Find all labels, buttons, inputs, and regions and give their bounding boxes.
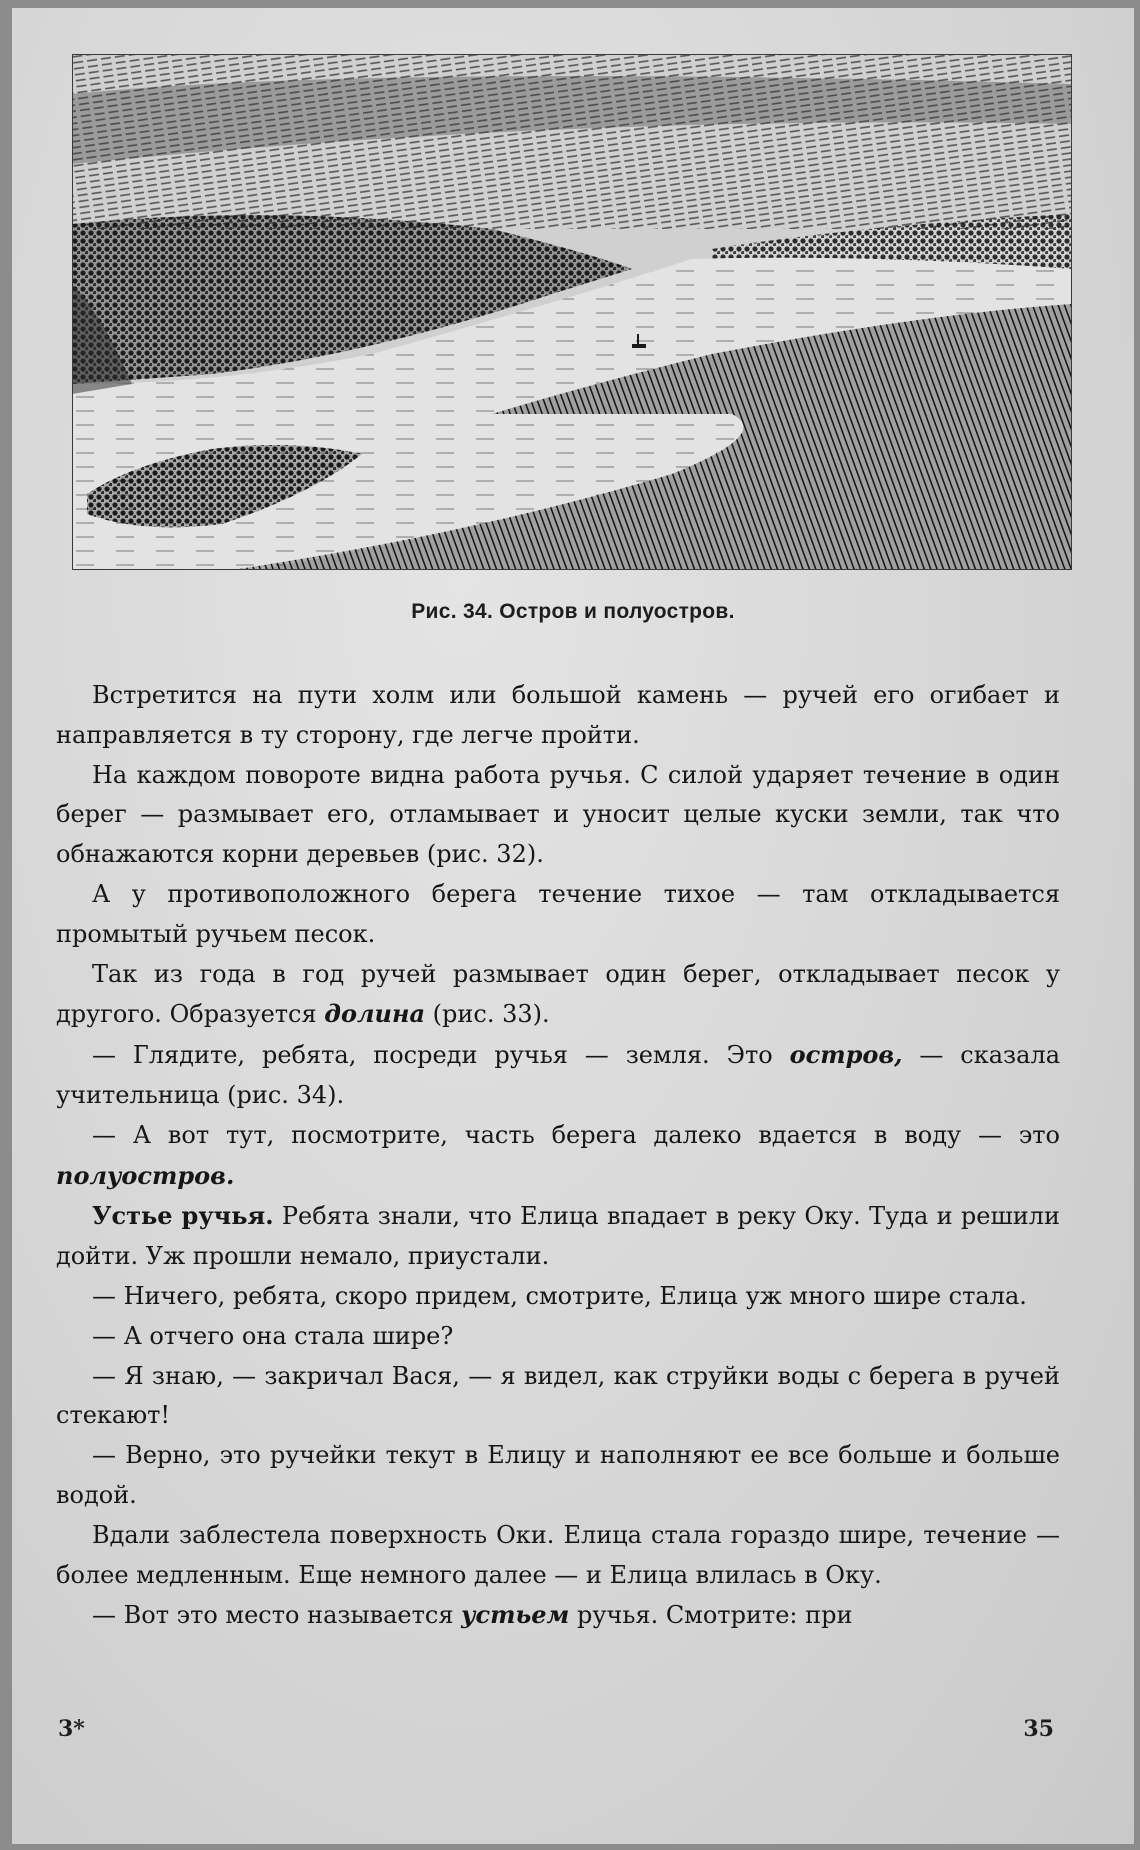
paragraph-text: — сказала учительница (рис. 34). bbox=[56, 1041, 1060, 1109]
paragraph-text: Ребята знали, что Елица впадает в реку Оку. Туда и решили дойти. Уж прошли немало, приустали. bbox=[56, 1202, 1060, 1271]
paragraph bbox=[56, 676, 1060, 756]
emphasized-term: полуостров. bbox=[56, 1160, 235, 1190]
paragraph bbox=[56, 1317, 1060, 1357]
book-page bbox=[12, 8, 1134, 1844]
paragraph-text: Так из года в год ручей размывает один берег, откладывает песок у другого. Образуется bbox=[56, 959, 1060, 1029]
paragraph-text: Встретится на пути холм или большой камень — ручей его огибает и направляется в ту сторону, где легче пройти. bbox=[56, 681, 1060, 749]
emphasized-term: устьем bbox=[461, 1600, 570, 1630]
river-engraving-image bbox=[72, 54, 1072, 570]
body-text bbox=[56, 676, 1060, 1636]
paragraph-text: — Глядите, ребята, посреди ручья — земля. Это bbox=[92, 1041, 790, 1070]
paragraph bbox=[56, 1516, 1060, 1596]
paragraph-text: Вдали заблестела поверхность Оки. Елица стала гораздо шире, течение — более медленным. Еще немного далее — и Елица влилась в Оку. bbox=[56, 1520, 1060, 1589]
paragraph bbox=[56, 875, 1060, 955]
paragraph-text: А у противоположного берега течение тихое — там откладывается промытый ручьем песок. bbox=[56, 879, 1060, 948]
paragraph-text: — Верно, это ручейки текут в Елицу и наполняют ее все больше и больше водой. bbox=[56, 1441, 1060, 1509]
river-illustration bbox=[72, 54, 1072, 570]
paragraph-text: На каждом повороте видна работа ручья. С силой ударяет течение в один берег — размывает его, отламывает и уносит целые куски земли, так что обнажаются корни деревьев (рис. 32). bbox=[56, 760, 1060, 869]
paragraph bbox=[56, 1357, 1060, 1437]
section-heading: Устье ручья. bbox=[92, 1201, 274, 1231]
emphasized-term: долина bbox=[324, 999, 426, 1029]
signature-mark: 3* bbox=[58, 1716, 85, 1742]
paragraph-text: — Вот это место называется bbox=[92, 1601, 462, 1630]
paragraph-text: — Ничего, ребята, скоро придем, смотрите, Елица уж много шире стала. bbox=[92, 1281, 1027, 1310]
paragraph bbox=[56, 1196, 1060, 1277]
paragraph bbox=[56, 1595, 1060, 1636]
paragraph-text: — Я знаю, — закричал Вася, — я видел, как струйки воды с берега в ручей стекают! bbox=[56, 1361, 1060, 1430]
paragraph bbox=[56, 1116, 1060, 1197]
paragraph bbox=[56, 1436, 1060, 1516]
figure-caption: Рис. 34. Остров и полуостров. bbox=[411, 600, 735, 623]
paragraph bbox=[56, 1035, 1060, 1116]
paragraph-text: ручья. Смотрите: при bbox=[569, 1601, 853, 1630]
page-number: 35 bbox=[1023, 1716, 1054, 1742]
paragraph-text: — А вот тут, посмотрите, часть берега далеко вдается в воду — это bbox=[92, 1120, 1060, 1149]
paragraph bbox=[56, 756, 1060, 875]
paragraph bbox=[56, 1277, 1060, 1317]
paragraph-text: — А отчего она стала шире? bbox=[92, 1321, 454, 1350]
paragraph bbox=[56, 955, 1060, 1036]
paragraph-text: (рис. 33). bbox=[425, 1000, 550, 1029]
emphasized-term: остров, bbox=[789, 1040, 903, 1070]
